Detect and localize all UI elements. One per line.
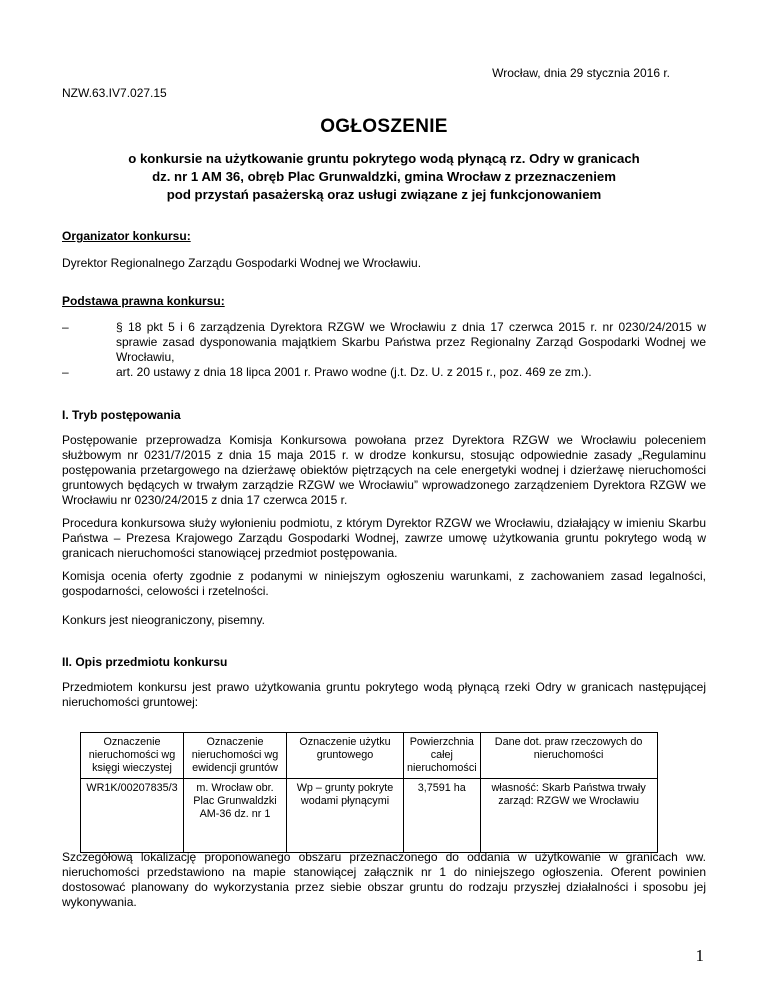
dash-bullet: – <box>62 365 69 379</box>
organizer-heading: Organizator konkursu: <box>62 229 191 243</box>
list-item <box>62 320 706 365</box>
legal-basis-list <box>62 320 706 380</box>
reference-number: NZW.63.IV7.027.15 <box>62 86 167 100</box>
section-1-paragraph: Komisja ocenia oferty zgodnie z podanymi w niniejszym ogłoszeniu warunkami, z zachowaniem zasad legalności, gospodarności, celowości i rzetelności. <box>62 569 706 598</box>
section-1-paragraph: Procedura konkursowa służy wyłonieniu podmiotu, z którym Dyrektor RZGW we Wrocławiu, działający w imieniu Skarbu Państwa – Prezesa Krajowego Zarządu Gospodarki Wodnej, zawrze umowę użytkowania gruntu pokrytego wodą w granicach nieruchomości stanowiącej przedmiot postępowania. <box>62 516 706 560</box>
table-cell: 3,7591 ha <box>404 779 481 853</box>
legal-basis-heading: Podstawa prawna konkursu: <box>62 294 225 308</box>
dash-bullet: – <box>62 320 69 334</box>
subtitle-line: dz. nr 1 AM 36, obręb Plac Grunwaldzki, gmina Wrocław z przeznaczeniem <box>152 169 616 184</box>
table-cell: własność: Skarb Państwa trwały zarząd: RZGW we Wrocławiu <box>480 779 657 853</box>
section-1-paragraph: Konkurs jest nieograniczony, pisemny. <box>62 613 265 627</box>
list-item-text: § 18 pkt 5 i 6 zarządzenia Dyrektora RZGW we Wrocławiu z dnia 17 czerwca 2015 r. nr 0230/24/2015 w sprawie zasad dysponowania majątkiem Skarbu Państwa przez Regionalny Zarząd Gospodarki Wodnej we Wrocławiu, <box>116 320 706 364</box>
section-2-heading: II. Opis przedmiotu konkursu <box>62 655 228 669</box>
table-header-cell: Oznaczenie nieruchomości wg księgi wieczystej <box>81 733 184 779</box>
property-table <box>80 732 658 853</box>
section-2-paragraph: Szczegółową lokalizację proponowanego obszaru przeznaczonego do oddania w użytkowanie w granicach ww. nieruchomości przedstawiono na mapie stanowiącej załącznik nr 1 do niniejszego ogłoszenia. Oferent powinien dostosować planowany do wykorzystania przez siebie obszar gruntu do rodzaju przyszłej działalności i sposobu jej wykonywania. <box>62 850 706 909</box>
table-header-cell: Oznaczenie nieruchomości wg ewidencji gruntów <box>184 733 287 779</box>
table-header-cell: Oznaczenie użytku gruntowego <box>287 733 404 779</box>
organizer-text: Dyrektor Regionalnego Zarządu Gospodarki Wodnej we Wrocławiu. <box>62 256 422 270</box>
section-1-heading: I. Tryb postępowania <box>62 408 181 422</box>
section-2-intro: Przedmiotem konkursu jest prawo użytkowania gruntu pokrytego wodą płynącą rzeki Odry w granicach następującej nieruchomości gruntowej: <box>62 680 706 709</box>
page-number: 1 <box>695 946 704 965</box>
list-item-text: art. 20 ustawy z dnia 18 lipca 2001 r. Prawo wodne (j.t. Dz. U. z 2015 r., poz. 469 ze zm.). <box>116 365 592 379</box>
table-cell: WR1K/00207835/3 <box>81 779 184 853</box>
subtitle <box>62 150 706 204</box>
table-header-cell: Powierzchnia całej nieruchomości <box>404 733 481 779</box>
page-title: OGŁOSZENIE <box>320 116 448 137</box>
list-item <box>62 365 706 380</box>
table-cell: Wp – grunty pokryte wodami płynącymi <box>287 779 404 853</box>
table-header-row <box>81 733 658 779</box>
table-row <box>81 779 658 853</box>
table-cell: m. Wrocław obr. Plac Grunwaldzki AM-36 dz. nr 1 <box>184 779 287 853</box>
subtitle-line: o konkursie na użytkowanie gruntu pokrytego wodą płynącą rz. Odry w granicach <box>128 151 640 166</box>
table-header-cell: Dane dot. praw rzeczowych do nieruchomości <box>480 733 657 779</box>
section-1-paragraph: Postępowanie przeprowadza Komisja Konkursowa powołana przez Dyrektora RZGW we Wrocławiu poleceniem służbowym nr 0231/7/2015 z dnia 15 maja 2015 r. w drodze konkursu, stosując odpowiednie zasady „Regulaminu postępowania przetargowego na dzierżawę obiektów piętrzących na cele energetyki wodnej i dzierżawę nieruchomości gruntowych będących w trwałym zarządzie RZGW we Wrocławiu” wprowadzonego zarządzeniem Dyrektora RZGW we Wrocławiu nr 0230/24/2015 z dnia 17 czerwca 2015 r. <box>62 433 706 507</box>
date-line: Wrocław, dnia 29 stycznia 2016 r. <box>492 66 670 80</box>
subtitle-line: pod przystań pasażerską oraz usługi związane z jej funkcjonowaniem <box>166 187 602 202</box>
